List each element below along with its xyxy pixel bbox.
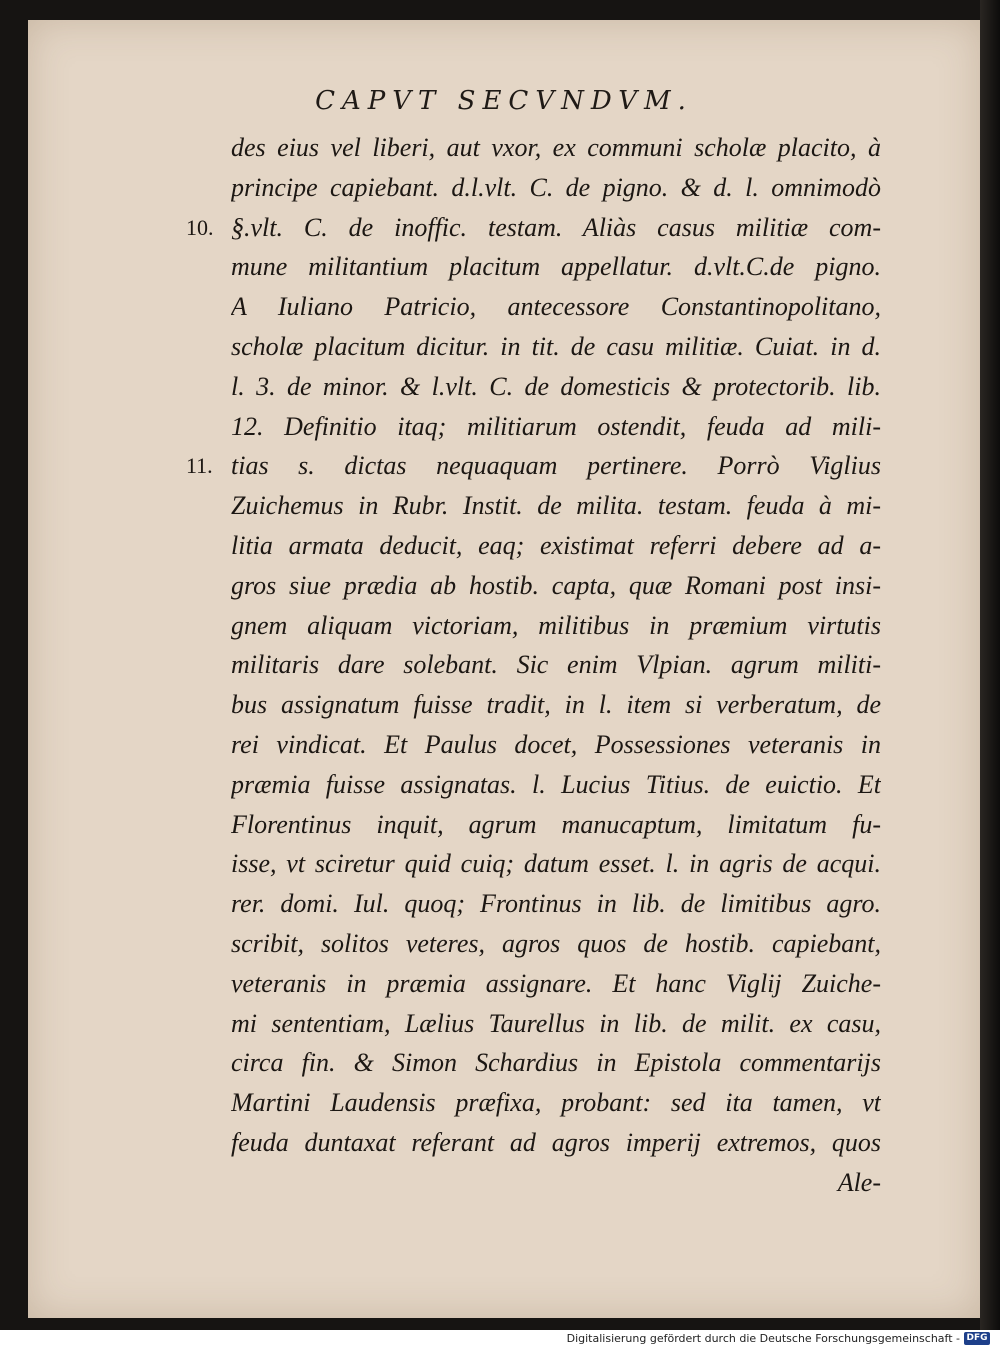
text-line: scribit, solitos veteres, agros quos de hostib. capiebant, [231, 928, 881, 958]
text-line: Martini Laudensis præfixa, probant: sed ita tamen, vt [231, 1088, 881, 1118]
text-line: 11. tias s. dictas nequaquam pertinere. Porrò Viglius [28, 446, 980, 486]
text-line: Zuichemus in Rubr. Instit. de milita. testam. feuda à mi- [231, 491, 881, 521]
book-edge [980, 0, 1000, 1330]
text-line: mune militantium placitum appellatur. d.vlt.C.de pigno. [231, 252, 881, 282]
text-line: veteranis in præmia assignare. Et hanc Viglij Zuiche- [231, 968, 881, 998]
margin-number: 10. [186, 214, 214, 240]
body-text [28, 128, 980, 1203]
text-line: rer. domi. Iul. quoq; Frontinus in lib. de limitibus agro. [231, 889, 881, 919]
text-line: A Iuliano Patricio, antecessore Constantinopolitano, [231, 292, 881, 322]
text-line: militaris dare solebant. Sic enim Vlpian. agrum militi- [231, 650, 881, 680]
running-header: CAPVT SECVNDVM. [315, 86, 693, 116]
text-line: gros siue prædia ab hostib. capta, quæ Romani post insi- [231, 570, 881, 600]
text-line: circa fin. & Simon Schardius in Epistola commentarijs [231, 1048, 881, 1078]
text-line: principe capiebant. d.l.vlt. C. de pigno. & d. l. omnimodò [231, 172, 881, 202]
text-line [28, 1163, 980, 1203]
dfg-logo-icon: DFG [964, 1332, 990, 1345]
text-line: scholæ placitum dicitur. in tit. de casu militiæ. Cuiat. in d. [231, 331, 881, 361]
text-line: isse, vt sciretur quid cuiq; datum esset. l. in agris de acqui. [231, 849, 881, 879]
text-line: præmia fuisse assignatas. l. Lucius Titius. de euictio. Et [231, 769, 881, 799]
text-line: bus assignatum fuisse tradit, in l. item si verberatum, de [231, 690, 881, 720]
book-page [28, 20, 980, 1318]
text-line: gnem aliquam victoriam, militibus in præmium virtutis [231, 610, 881, 640]
text-line: Florentinus inquit, agrum manucaptum, limitatum fu- [231, 809, 881, 839]
text-line: feuda duntaxat referant ad agros imperij extremos, quos [231, 1127, 881, 1157]
text-line: l. 3. de minor. & l.vlt. C. de domesticis & protectorib. lib. [231, 371, 881, 401]
text-line: rei vindicat. Et Paulus docet, Possessiones veteranis in [231, 729, 881, 759]
text-line: des eius vel liberi, aut vxor, ex communi scholæ placito, à [231, 133, 881, 162]
catchword: Ale- [837, 1167, 881, 1197]
text-line: litia armata deducit, eaq; existimat referri debere ad a- [231, 530, 881, 560]
text-line: 12. Definitio itaq; militiarum ostendit, feuda ad mili- [231, 411, 881, 441]
text-line: mi sententiam, Lælius Taurellus in lib. de milit. ex casu, [231, 1008, 881, 1038]
margin-number: 11. [186, 453, 213, 479]
funding-credit: Digitalisierung gefördert durch die Deutsche Forschungsgemeinschaft - [566, 1332, 960, 1345]
text-line: 10. §.vlt. C. de inoffic. testam. Aliàs casus militiæ com- [28, 208, 980, 248]
